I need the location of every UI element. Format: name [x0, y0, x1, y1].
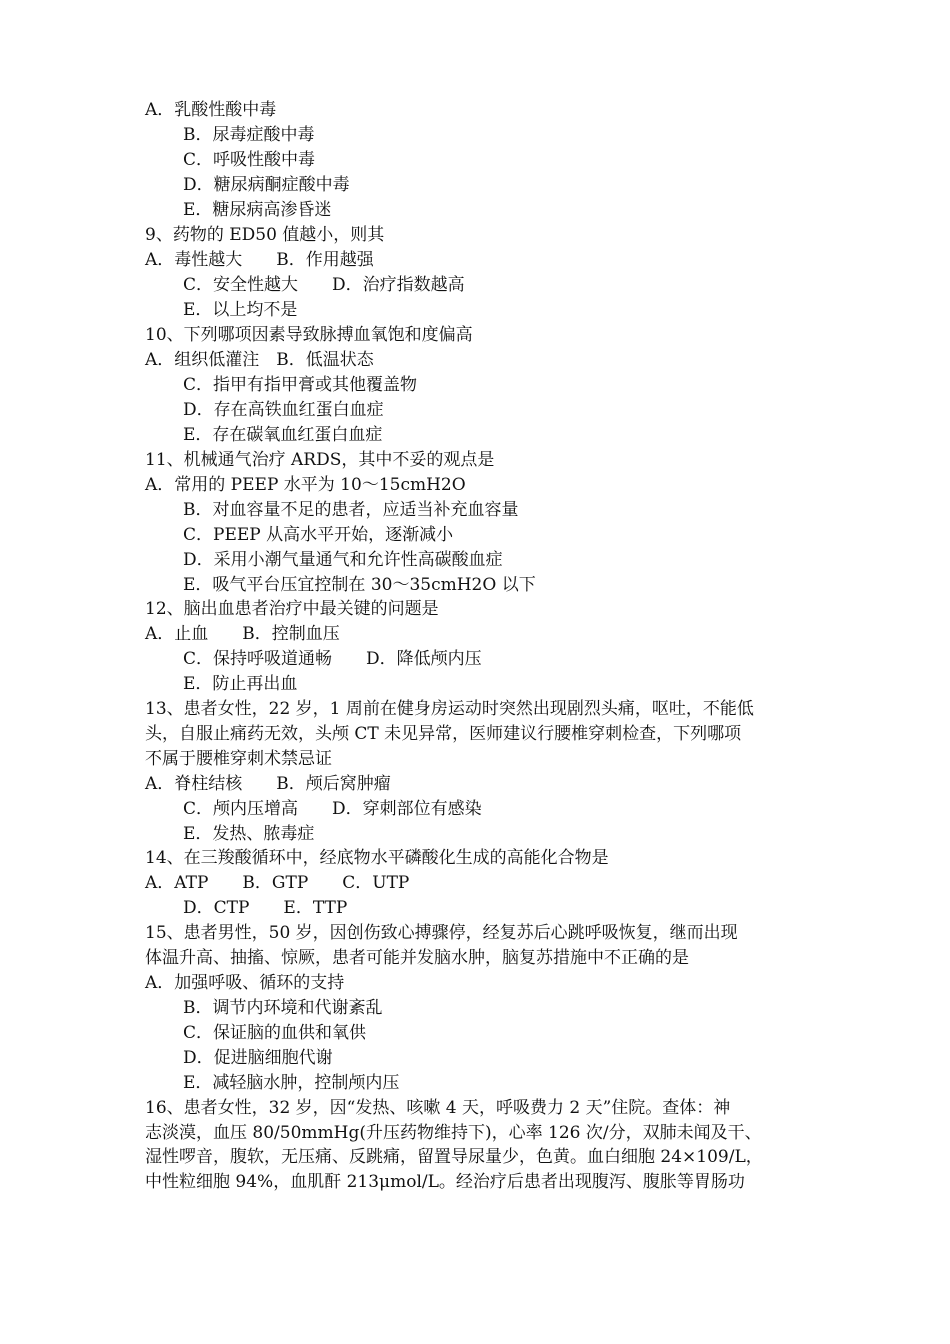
text-line: C．保证脑的血供和氧供: [183, 1023, 367, 1043]
text-line: 不属于腰椎穿刺术禁忌证: [145, 749, 332, 769]
text-line: C．保持呼吸道通畅 D．降低颅内压: [183, 649, 482, 669]
text-line: E．防止再出血: [183, 674, 298, 694]
text-line: 中性粒细胞 94%，血肌酐 213μmol/L。经治疗后患者出现腹泻、腹胀等胃肠功: [145, 1172, 745, 1192]
text-line: C．PEEP 从高水平开始，逐渐减小: [183, 525, 454, 545]
text-line: 湿性啰音，腹软，无压痛、反跳痛，留置导尿量少，色黄。血白细胞 24×109/L，: [145, 1147, 763, 1167]
question-10: 10、下列哪项因素导致脉搏血氧饱和度偏高: [145, 325, 473, 345]
question-16: 16、患者女性，32 岁，因“发热、咳嗽 4 天，呼吸费力 2 天”住院。查体：神: [145, 1098, 731, 1118]
text-line: A．ATP B．GTP C．UTP: [145, 873, 410, 893]
text-line: 头，自服止痛药无效，头颅 CT 未见异常，医师建议行腰椎穿刺检查，下列哪项: [145, 724, 742, 744]
question-14: 14、在三羧酸循环中，经底物水平磷酸化生成的高能化合物是: [145, 848, 609, 868]
text-line: D．采用小潮气量通气和允许性高碳酸血症: [183, 550, 503, 570]
text-line: C．安全性越大 D．治疗指数越高: [183, 275, 465, 295]
text-line: E．存在碳氧血红蛋白血症: [183, 425, 383, 445]
text-line: D．存在高铁血红蛋白血症: [183, 400, 384, 420]
text-line: C．指甲有指甲膏或其他覆盖物: [183, 375, 418, 395]
text-line: D．促进脑细胞代谢: [183, 1048, 333, 1068]
question-13: 13、患者女性，22 岁，1 周前在健身房运动时突然出现剧烈头痛，呕吐，不能低: [145, 699, 754, 719]
question-15: 15、患者男性，50 岁，因创伤致心搏骤停，经复苏后心跳呼吸恢复，继而出现: [145, 923, 738, 943]
text-line: B．对血容量不足的患者，应适当补充血容量: [183, 500, 519, 520]
text-line: D．CTP E．TTP: [183, 898, 348, 918]
text-line: C．呼吸性酸中毒: [183, 150, 316, 170]
text-line: B．调节内环境和代谢紊乱: [183, 998, 383, 1018]
text-line: A．组织低灌注 B．低温状态: [145, 350, 374, 370]
text-line: 体温升高、抽搐、惊厥，患者可能并发脑水肿，脑复苏措施中不正确的是: [145, 948, 689, 968]
question-9: 9、药物的 ED50 值越小，则其: [145, 225, 385, 245]
text-line: E．吸气平台压宜控制在 30～35cmH2O 以下: [183, 575, 536, 595]
text-line: A．常用的 PEEP 水平为 10～15cmH2O: [145, 475, 466, 495]
text-line: A．脊柱结核 B．颅后窝肿瘤: [145, 774, 391, 794]
text-line: E．糖尿病高渗昏迷: [183, 200, 332, 220]
text-line: E．发热、脓毒症: [183, 824, 315, 844]
text-line: A．止血 B．控制血压: [145, 624, 340, 644]
text-line: A．毒性越大 B．作用越强: [145, 250, 374, 270]
text-line: E．以上均不是: [183, 300, 298, 320]
question-12: 12、脑出血患者治疗中最关键的问题是: [145, 599, 439, 619]
text-line: E．减轻脑水肿，控制颅内压: [183, 1073, 400, 1093]
text-line: D．糖尿病酮症酸中毒: [183, 175, 350, 195]
text-line: 志淡漠，血压 80/50mmHg(升压药物维持下)，心率 126 次/分，双肺未闻及干、: [145, 1123, 762, 1143]
text-line: B．尿毒症酸中毒: [183, 125, 315, 145]
text-line: A．加强呼吸、循环的支持: [145, 973, 345, 993]
text-line: A．乳酸性酸中毒: [145, 100, 277, 120]
question-11: 11、机械通气治疗 ARDS，其中不妥的观点是: [145, 450, 495, 470]
text-line: C．颅内压增高 D．穿刺部位有感染: [183, 799, 482, 819]
